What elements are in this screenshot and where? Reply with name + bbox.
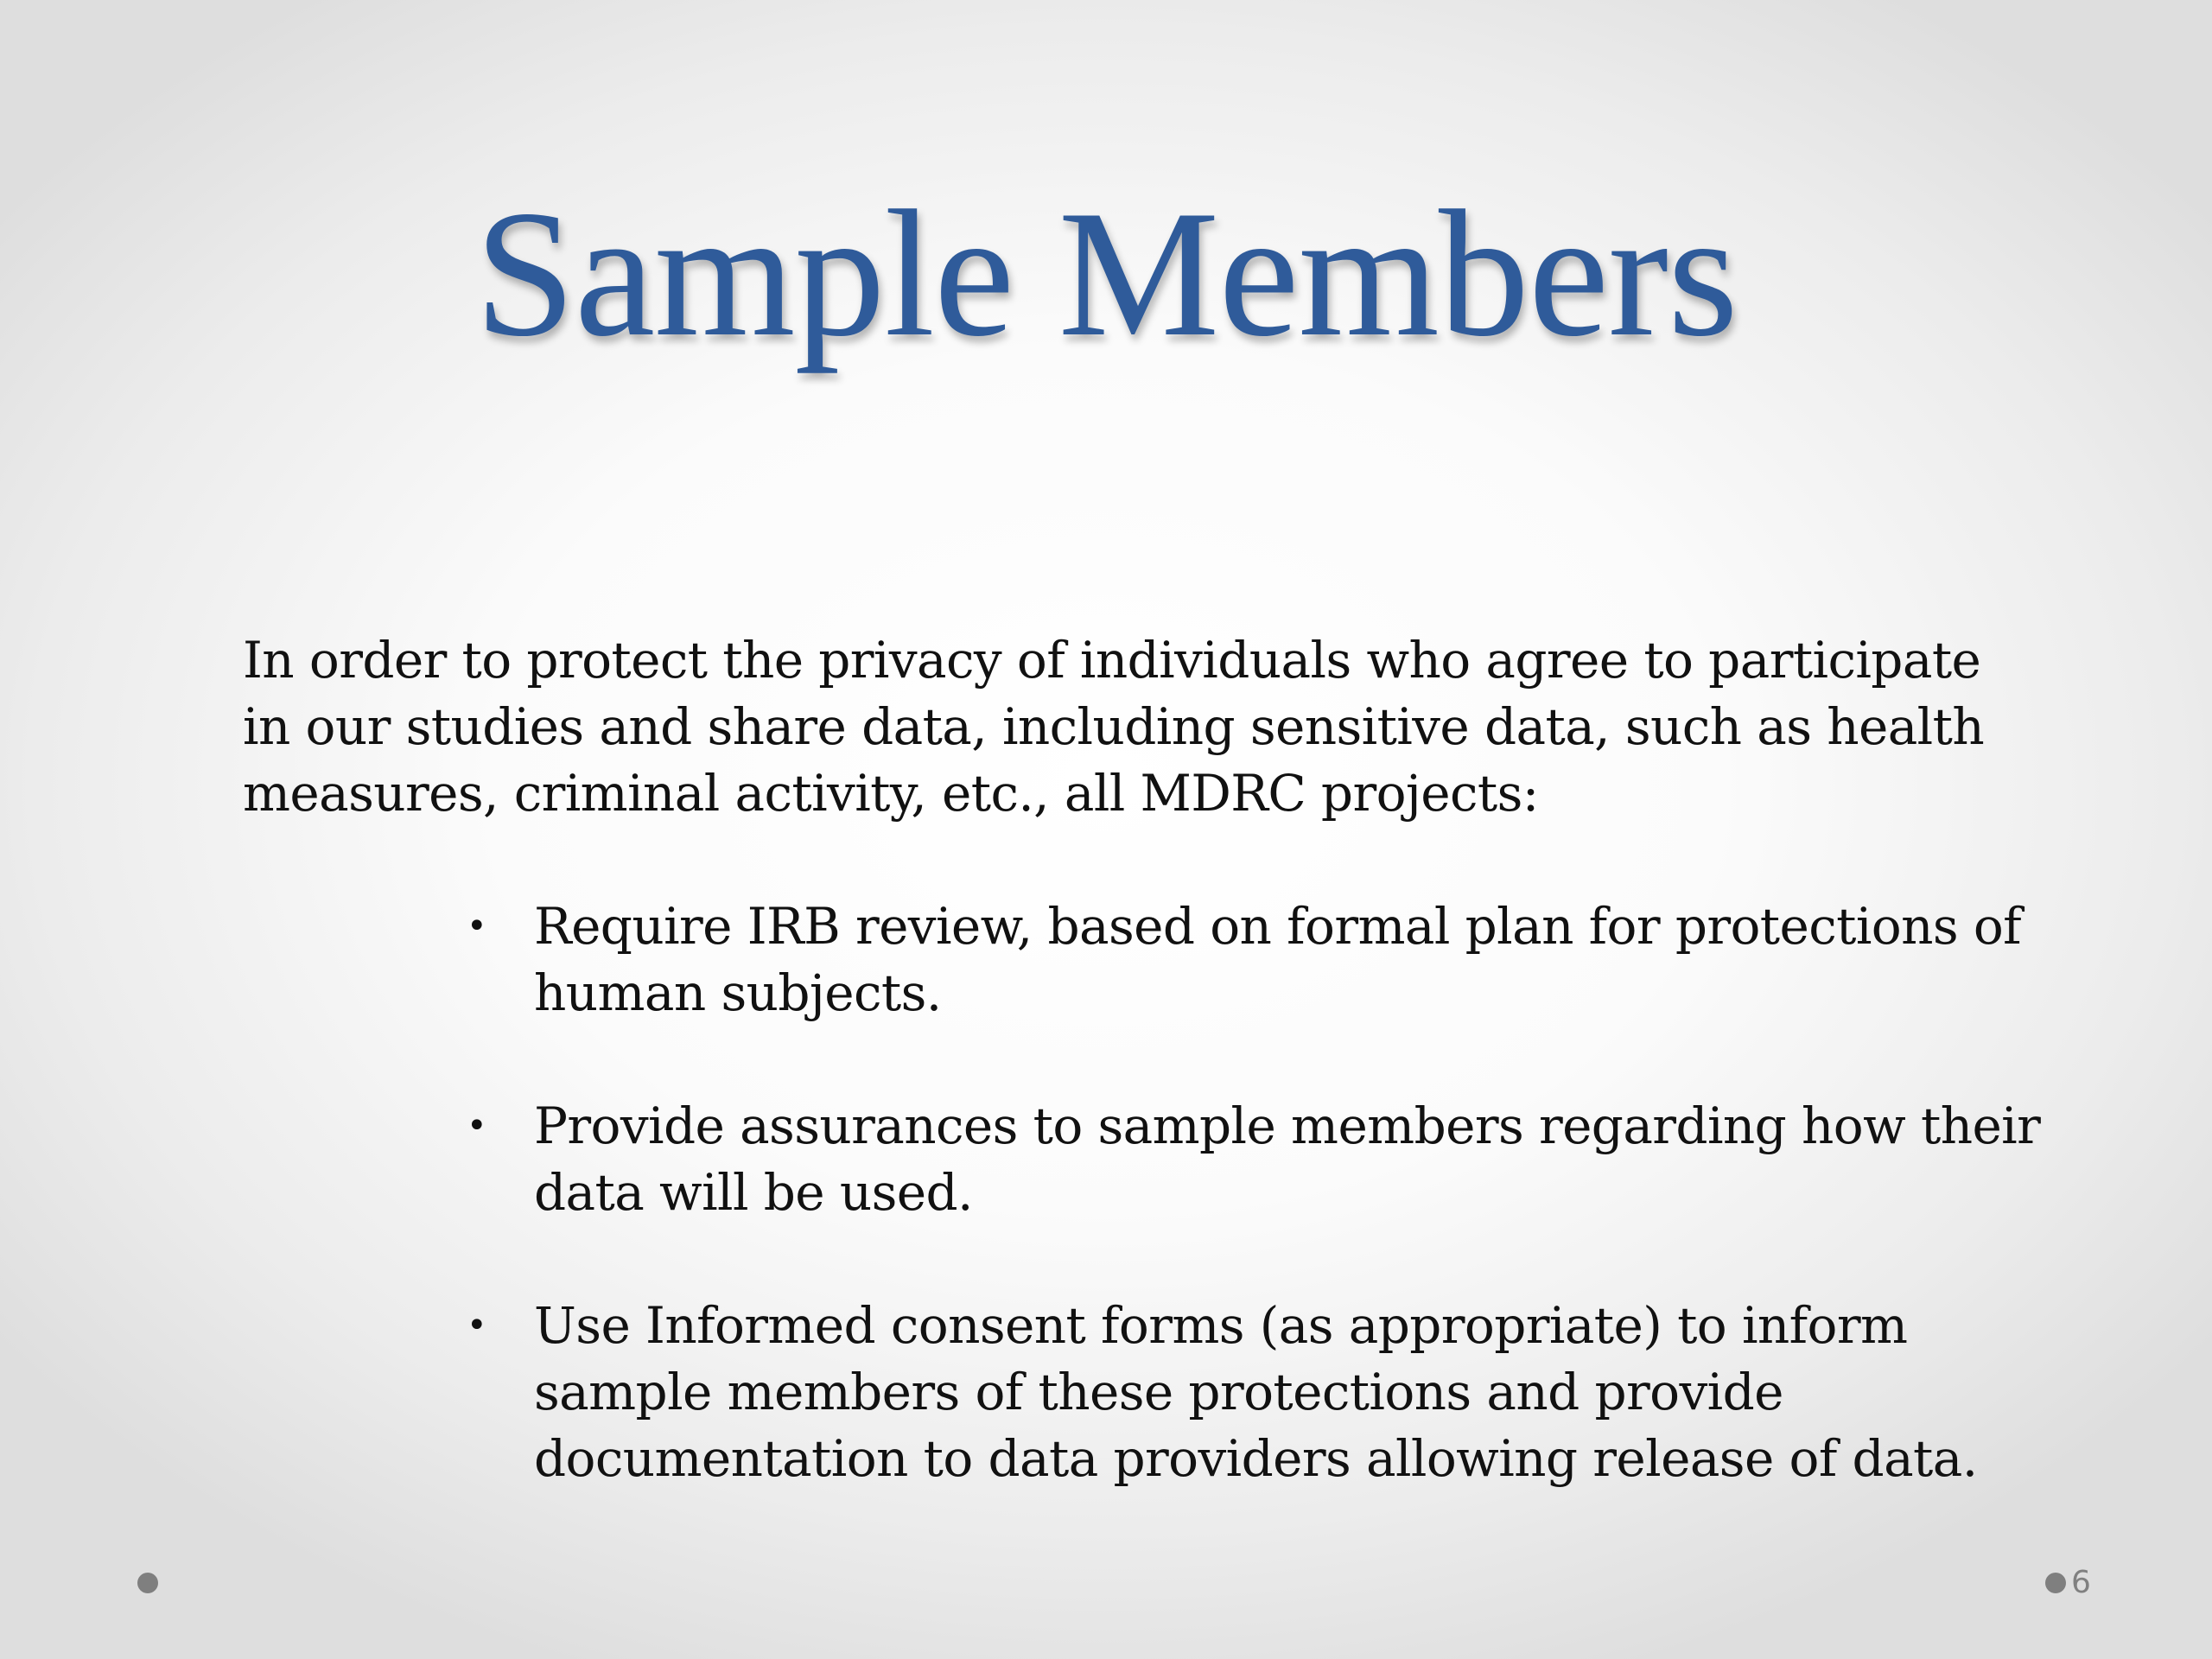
slide-title: Sample Members: [474, 174, 1738, 374]
right-corner-dot-icon: [2045, 1573, 2066, 1593]
page-number: 6: [2071, 1565, 2091, 1600]
bullet-icon: •: [467, 1106, 486, 1146]
bullet-item-irb-review: [467, 893, 2108, 1027]
intro-line: measures, criminal activity, etc., all MDRC projects:: [243, 764, 1539, 823]
bullet-line: Require IRB review, based on formal plan for protections of: [534, 897, 2022, 956]
bullet-line: sample members of these protections and provide: [534, 1363, 1783, 1421]
left-corner-dot-icon: [137, 1573, 158, 1593]
intro-line: in our studies and share data, including sensitive data, such as health: [243, 697, 1985, 756]
intro-paragraph: [243, 627, 2005, 827]
bullet-item-assurances: [467, 1093, 2108, 1226]
bullet-item-consent-forms: [467, 1293, 2108, 1492]
bullet-line: documentation to data providers allowing release of data.: [534, 1429, 1978, 1488]
bullet-icon: •: [467, 1306, 486, 1345]
bullet-icon: •: [467, 906, 486, 946]
bullet-line: Provide assurances to sample members regarding how their: [534, 1096, 2041, 1155]
intro-line: In order to protect the privacy of individuals who agree to participate: [243, 631, 1981, 690]
bullet-line: human subjects.: [534, 963, 942, 1022]
bullet-line: data will be used.: [534, 1163, 973, 1222]
bullet-list: [467, 893, 2108, 1559]
bullet-line: Use Informed consent forms (as appropriate) to inform: [534, 1296, 1908, 1355]
